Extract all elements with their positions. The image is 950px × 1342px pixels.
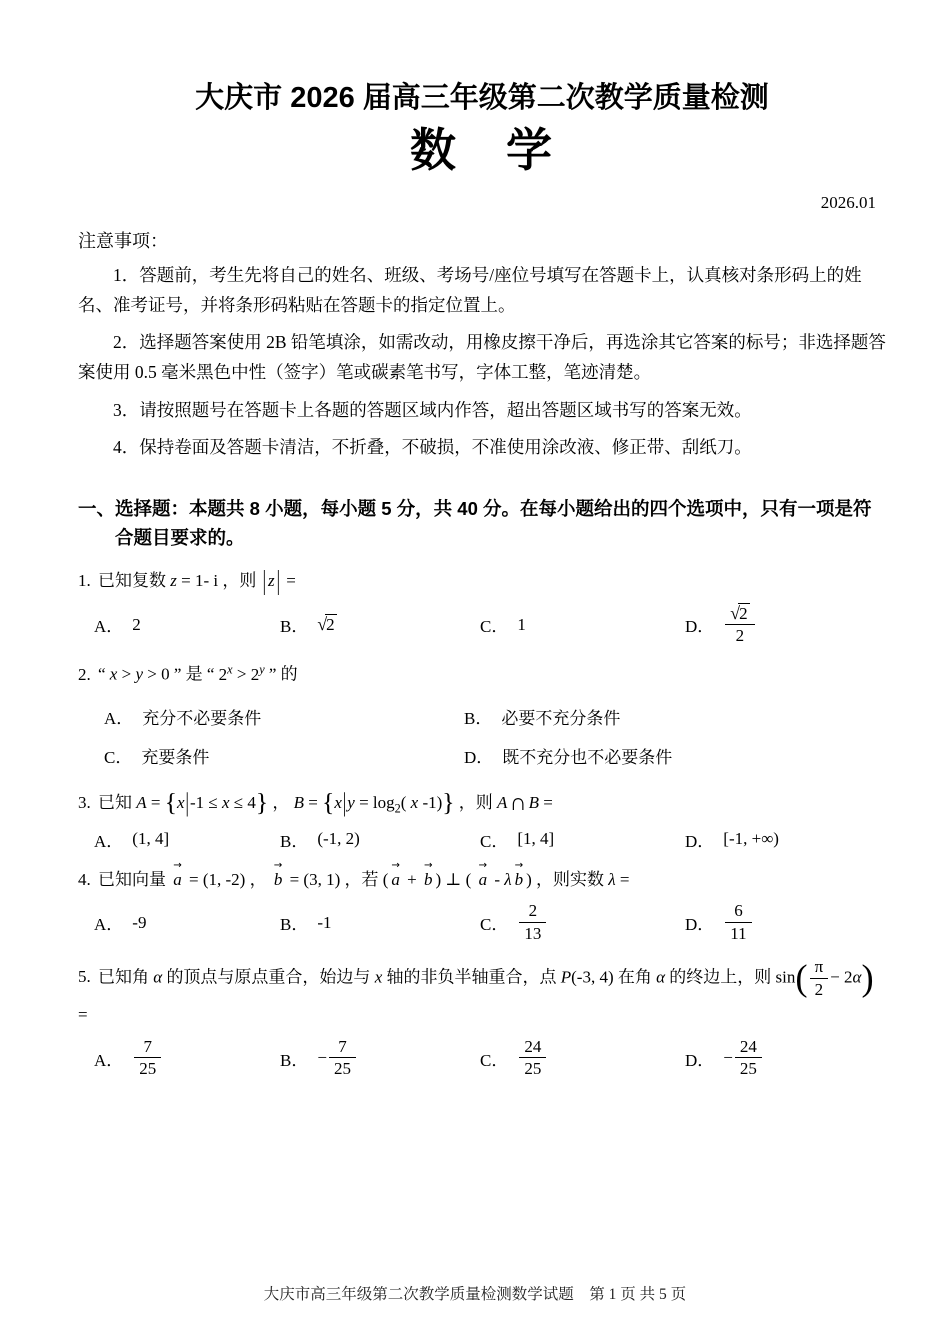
- option-D: [464, 743, 824, 768]
- option-value: $\frac{6}{11}$: [723, 901, 753, 944]
- option-value: 必要不充分条件: [501, 708, 621, 728]
- option-value: − $\frac{24}{25}$: [723, 1037, 764, 1080]
- option-label: B．: [280, 831, 309, 851]
- option-value: 2: [132, 614, 141, 634]
- option-label: A．: [94, 831, 124, 851]
- option-label: B．: [280, 915, 309, 935]
- option-A: [104, 704, 464, 729]
- option-value: 1: [517, 614, 526, 634]
- option-label: A．: [104, 708, 134, 728]
- option-value: (1, 4]: [132, 829, 170, 849]
- option-value: [1, 4]: [517, 829, 555, 849]
- vector-arrow-icon: →: [478, 860, 488, 872]
- option-value: [-1, +∞): [723, 829, 779, 849]
- option-D: [685, 1037, 764, 1080]
- option-value: 充要条件: [141, 747, 210, 767]
- notice-item: 2．选择题答案使用 2B 铅笔填涂，如需改动，用橡皮擦干净后，再选涂其它答案的标号；非选择题答案使用 0.5 毫米黑色中性（签字）笔或碳素笔书写，字体工整，笔迹清楚。: [78, 332, 886, 383]
- vector-arrow-icon: →: [423, 860, 433, 872]
- vector-arrow-icon: →: [391, 860, 400, 872]
- option-value: $\frac{√2}{2}$: [723, 603, 756, 647]
- question-1: [78, 566, 886, 647]
- option-A: [94, 1037, 280, 1080]
- question-stem: 4. 已知向量 a → = (1, -2) ， b → = (3, 1) ，若 ( a → + b → ) ⊥ ( a → - λ b → ) ，则实数 λ =: [78, 865, 886, 895]
- question-stem: 1. 已知复数 z = 1- i ，则 | z | =: [78, 564, 296, 596]
- question-list: [78, 566, 886, 1080]
- vector-arrow-icon: →: [514, 860, 524, 872]
- option-C: [480, 901, 685, 944]
- notice-item: 1．答题前，考生先将自己的姓名、班级、考场号/座位号填写在答题卡上，认真核对条形码上的姓名、准考证号，并将条形码粘贴在答题卡的指定位置上。: [78, 265, 862, 316]
- exam-subject: 数 学: [410, 124, 554, 177]
- option-A: [94, 827, 280, 852]
- exam-date: 2026.01: [820, 193, 876, 213]
- option-label: B．: [280, 617, 309, 637]
- notice-list: [78, 260, 886, 462]
- options-row: [78, 1037, 886, 1080]
- option-label: C．: [480, 915, 509, 935]
- page-footer: 大庆市高三年级第二次教学质量检测数学试题 第 1 页 共 5 页: [263, 1286, 687, 1303]
- option-label: D．: [685, 831, 715, 851]
- option-C: [480, 612, 685, 637]
- notice-item: 3．请按照题号在答题卡上各题的答题区域内作答，超出答题区域书写的答案无效。: [113, 399, 752, 420]
- option-label: D．: [685, 617, 715, 637]
- option-label: C．: [480, 1050, 509, 1070]
- vector-arrow-icon: →: [173, 860, 182, 872]
- option-label: C．: [104, 747, 133, 767]
- option-value: 充分不必要条件: [142, 708, 262, 728]
- option-label: D．: [464, 747, 494, 767]
- question-number: 3.: [78, 792, 95, 812]
- option-label: A．: [94, 915, 124, 935]
- question-number: 4.: [78, 869, 95, 889]
- option-value: − $\frac{7}{25}$: [317, 1037, 358, 1080]
- question-stem: 3. 已知 A = {x|-1 ≤ x ≤ 4} ， $B = \{x|y = \log_2$( x -1)} ，则 A∩ B =: [78, 787, 553, 817]
- question-4: [78, 860, 886, 945]
- option-D: [685, 901, 754, 944]
- option-A: [94, 910, 280, 935]
- options-row: [78, 603, 886, 647]
- options-row: [78, 901, 886, 944]
- option-label: D．: [685, 915, 715, 935]
- option-B: [280, 827, 480, 852]
- question-number: 2.: [78, 665, 95, 685]
- option-B: [280, 612, 480, 637]
- exam-title: 大庆市 2026 届高三年级第二次教学质量检测: [195, 82, 769, 114]
- option-label: B．: [280, 1050, 309, 1070]
- question-number: 5.: [78, 967, 95, 987]
- option-value: $\frac{2}{13}$: [517, 901, 548, 944]
- option-A: [94, 612, 280, 637]
- option-value: (-1, 2): [317, 829, 360, 849]
- option-D: [685, 603, 757, 647]
- option-label: C．: [480, 617, 509, 637]
- option-C: [104, 743, 464, 768]
- question-3: [78, 788, 886, 852]
- options-row: [78, 697, 886, 775]
- option-C: [480, 827, 685, 852]
- notice-item: 4．保持卷面及答题卡清洁，不折叠，不破损，不准使用涂改液、修正带、刮纸刀。: [113, 436, 752, 457]
- option-value: -9: [132, 912, 147, 932]
- option-D: [685, 827, 779, 852]
- question-2: [78, 659, 886, 774]
- option-B: [280, 910, 480, 935]
- option-value: -1: [317, 912, 332, 932]
- question-number: 1.: [78, 570, 95, 590]
- section-header: 一、选择题：本题共 8 小题，每小题 5 分，共 40 分。在每小题给出的四个选项中，只有一项是符合题目要求的。: [78, 497, 872, 549]
- option-label: A．: [94, 617, 124, 637]
- option-value: √2: [317, 614, 335, 635]
- option-label: A．: [94, 1050, 124, 1070]
- option-label: C．: [480, 831, 509, 851]
- option-B: [464, 704, 824, 729]
- option-B: [280, 1037, 480, 1080]
- option-label: B．: [464, 708, 493, 728]
- option-value: 既不充分也不必要条件: [502, 747, 673, 767]
- option-value: $\frac{24}{25}$: [517, 1037, 548, 1080]
- vector-arrow-icon: →: [273, 860, 283, 872]
- option-value: $\frac{7}{25}$: [132, 1037, 163, 1080]
- question-stem: 5. 已知角 α 的顶点与原点重合，始边与 x 轴的非负半轴重合，点 P(-3, 4) 在角 α 的终边上，则 sin( $\frac{\pi}{2}$ − 2α) =: [78, 957, 874, 1024]
- option-C: [480, 1037, 685, 1080]
- option-label: D．: [685, 1050, 715, 1070]
- question-stem: 2. “ x > y > 0 ” 是 “ $2^x > 2^y$ ” 的: [78, 662, 298, 685]
- options-row: [78, 827, 886, 852]
- notice-heading: 注意事项：: [78, 231, 168, 252]
- question-5: [78, 957, 886, 1079]
